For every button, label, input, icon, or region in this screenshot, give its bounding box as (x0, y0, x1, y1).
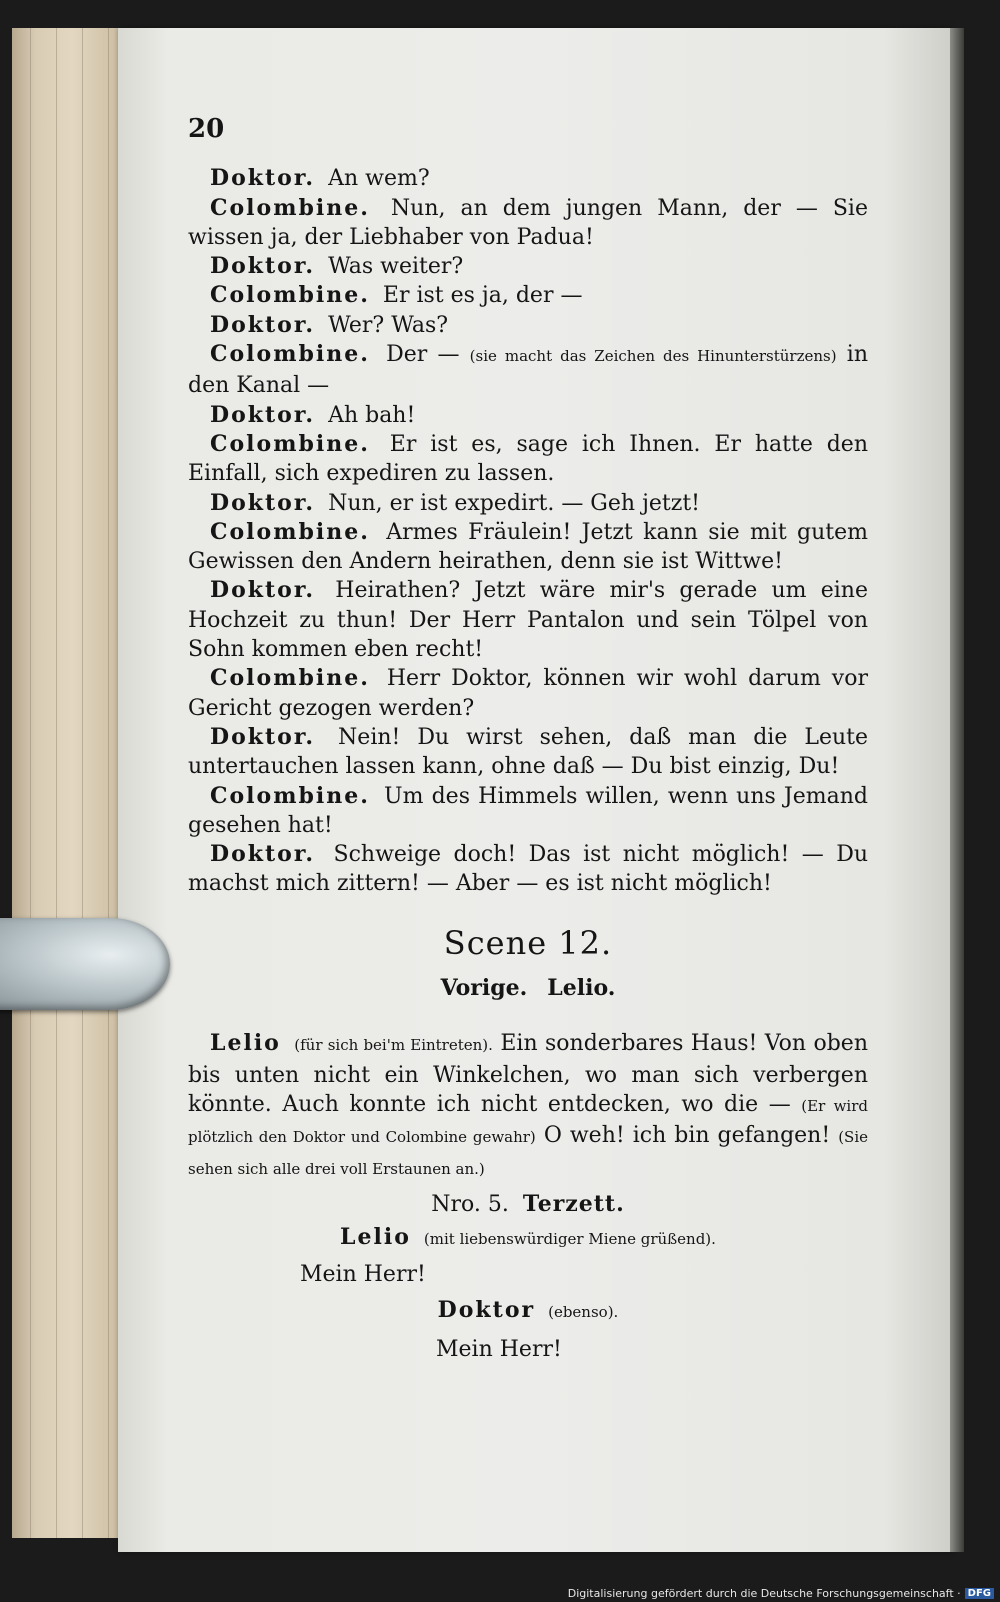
number-label: Nro. 5. (431, 1191, 509, 1217)
speaker: Doktor. (210, 723, 316, 750)
speaker: Doktor. (210, 841, 316, 868)
speech (188, 164, 868, 193)
dfg-logo: DFG (965, 1588, 994, 1599)
speech-text: An wem? (328, 166, 430, 192)
speech-text: Herr Doktor, können wir wohl darum vor Gericht gezogen werden? (188, 666, 868, 721)
speech-text: Nun, an dem jungen Mann, der — Sie wissen ja, der Liebhaber von Padua! (188, 195, 868, 250)
speech-text: Der — (386, 342, 460, 368)
page-text (188, 115, 868, 1364)
speech-text: Armes Fräulein! Jetzt kann sie mit gutem Gewissen den Andern heirathen, denn sie ist Wittwe! (188, 519, 868, 575)
speech (188, 782, 868, 841)
speech (188, 281, 868, 310)
speech-text: Ah bah! (328, 402, 416, 428)
speaker: Colombine. (210, 665, 370, 692)
speaker: Doktor (437, 1296, 536, 1323)
speech (188, 723, 868, 782)
musical-number (188, 1190, 868, 1219)
speech-text: Schweige doch! Das ist nicht möglich! — Du machst mich zittern! — Aber — es ist nicht möglich! (188, 842, 868, 897)
song-cue (188, 1223, 868, 1254)
cast-item: Lelio. (547, 975, 616, 1002)
speech (188, 401, 868, 430)
page-right-shadow (950, 28, 964, 1552)
speaker: Colombine. (210, 194, 370, 221)
cast-line (188, 974, 868, 1003)
speaker: Colombine. (210, 430, 370, 457)
speaker: Colombine. (210, 782, 370, 809)
speaker: Colombine. (210, 341, 370, 368)
speech (188, 194, 868, 253)
footer-text: Digitalisierung gefördert durch die Deutsche Forschungsgemeinschaft · (567, 1587, 961, 1600)
speech (188, 311, 868, 340)
digitization-footer (568, 1587, 994, 1600)
sung-line: Mein Herr! (436, 1336, 562, 1362)
page-number: 20 (188, 114, 225, 144)
page-edge-line (56, 28, 57, 1538)
stage-direction: (Er wird plötzlich den Doktor und Colombine gewahr) (188, 1096, 869, 1147)
speech-text: Nun, er ist expedirt. — Geh jetzt! (328, 490, 701, 516)
lelio-entry (188, 1029, 868, 1183)
page-edge-line (82, 28, 83, 1538)
speaker: Doktor. (210, 311, 316, 338)
speech-text: in den Kanal — (188, 342, 869, 399)
stage-direction: (ebenso). (548, 1302, 619, 1321)
speech-text: Er ist es, sage ich Ihnen. Er hatte den Einfall, sich expediren zu lassen. (188, 431, 868, 487)
speaker: Doktor. (210, 577, 316, 604)
speech (188, 489, 868, 518)
song-cue (188, 1296, 868, 1327)
speech-text: Heirathen? Jetzt wäre mir's gerade um eine Hochzeit zu thun! Der Herr Pantalon und sein Tölpel von Sohn kommen eben recht! (188, 578, 868, 663)
speaker: Doktor. (210, 165, 316, 192)
speech (188, 252, 868, 281)
speech (188, 430, 868, 489)
speaker: Doktor. (210, 401, 316, 428)
speech-text: Um des Himmels willen, wenn uns Jemand gesehen hat! (188, 783, 868, 838)
speaker: Lelio (210, 1030, 281, 1057)
stage-direction: (Sie sehen sich alle drei voll Erstaunen an.) (188, 1128, 869, 1178)
stage-direction: (sie macht das Zeichen des Hinunterstürzens) (469, 347, 837, 366)
page-edge-line (108, 28, 109, 1538)
speech-text: O weh! ich bin gefangen! (543, 1123, 831, 1149)
cast-item: Vorige. (440, 975, 528, 1002)
speaker: Doktor. (210, 489, 316, 516)
speech-text: Er ist es ja, der — (382, 283, 583, 309)
speech-text: Wer? Was? (328, 312, 449, 338)
number-title: Terzett. (522, 1190, 625, 1217)
speech-text: Was weiter? (328, 254, 464, 280)
speech (188, 576, 868, 664)
speaker: Colombine. (210, 282, 370, 309)
page-edge-line (30, 28, 31, 1538)
sung-line: Mein Herr! (300, 1262, 426, 1288)
speaker: Colombine. (210, 518, 370, 545)
speaker: Lelio (340, 1224, 411, 1251)
speaker: Doktor. (210, 253, 316, 280)
speech (188, 340, 868, 401)
stage-direction: (mit liebenswürdiger Miene grüßend). (423, 1230, 716, 1249)
page-stack-edge (12, 28, 132, 1538)
scene-heading: Scene 12. (443, 923, 613, 962)
speech (188, 518, 868, 577)
speech-text: Ein sonderbares Haus! Von oben bis unten nicht ein Winkelchen, wo man sich verbergen könnte. Auch konnte ich nicht entdecken, wo die — (188, 1031, 868, 1117)
speech (188, 664, 868, 723)
speech-text: Nein! Du wirst sehen, daß man die Leute untertauchen lassen kann, ohne daß — Du bist einzig, Du! (188, 724, 868, 780)
stage-direction: (für sich bei'm Eintreten). (294, 1036, 493, 1055)
speech (188, 840, 868, 899)
thumb-holding-page (0, 918, 170, 1010)
